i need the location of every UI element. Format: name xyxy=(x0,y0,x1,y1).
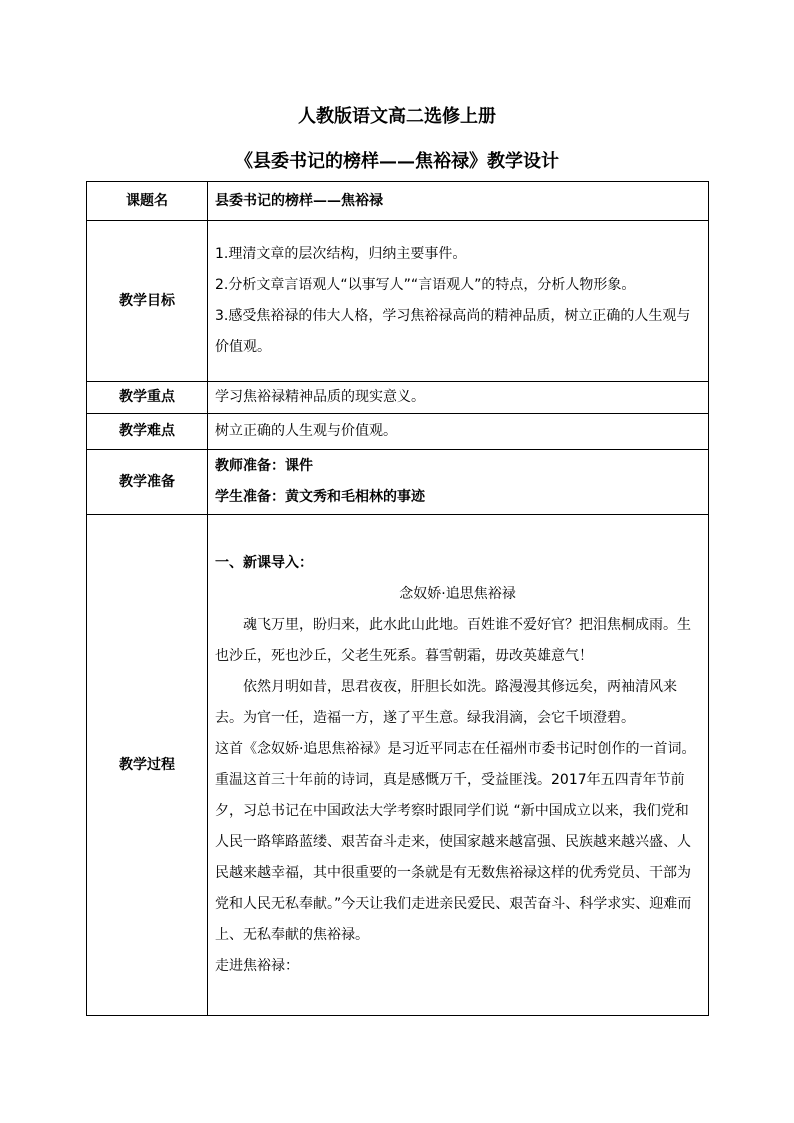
goal-item: 2.分析文章言语观人“以事写人”“言语观人”的特点，分析人物形象。 xyxy=(215,277,636,293)
process-content xyxy=(208,515,709,1016)
document-title-line2: 《县委书记的榜样——焦裕禄》教学设计 xyxy=(235,151,559,172)
goals-label: 教学目标 xyxy=(87,221,208,382)
poem-paragraph: 魂飞万里，盼归来，此水此山此地。百姓谁不爱好官？把泪焦桐成雨。生也沙丘，死也沙丘，父老生死系。暮雪朝霜，毋改英雄意气！ xyxy=(215,617,691,664)
commentary-paragraph: 这首《念奴娇·追思焦裕禄》是习近平同志在任福州市委书记时创作的一首词。重温这首三十年前的诗词，真是感慨万千，受益匪浅。2017年五四青年节前夕，习总书记在中国政法大学考察时跟同学们说 “新中国成立以来，我们党和人民一路筚路蓝缕、艰苦奋斗走来，使国家越来越富强、民族越来越兴盛、人民越来越幸福，其中很重要的一条就是有无数焦裕禄这样的优秀党员、干部为党和人民无私奉献。”今天让我们走进亲民爱民、艰苦奋斗、科学求实、迎难而上、无私奉献的焦裕禄。 xyxy=(215,741,696,943)
difficulty-label: 教学难点 xyxy=(87,414,208,450)
goal-item: 1.理清文章的层次结构，归纳主要事件。 xyxy=(215,246,467,262)
poem-title: 念奴娇·追思焦裕禄 xyxy=(399,586,516,602)
closing-line: 走进焦裕禄： xyxy=(215,958,299,974)
key-point-value: 学习焦裕禄精神品质的现实意义。 xyxy=(208,382,709,414)
topic-value: 县委书记的榜样——焦裕禄 xyxy=(208,182,709,221)
poem-paragraph: 依然月明如昔，思君夜夜，肝胆长如洗。路漫漫其修远矣，两袖清风来去。为官一任，造福一方，遂了平生意。绿我涓滴，会它千顷澄碧。 xyxy=(215,679,677,726)
key-point-label: 教学重点 xyxy=(87,382,208,414)
section-heading: 一、新课导入： xyxy=(215,555,313,571)
document-title-line1: 人教版语文高二选修上册 xyxy=(298,106,496,127)
row-process xyxy=(87,515,709,1016)
lesson-plan-table xyxy=(86,181,709,1016)
row-difficulty xyxy=(87,414,709,450)
preparation-content xyxy=(208,450,709,515)
goals-content xyxy=(208,221,709,382)
document-title-block xyxy=(0,100,794,182)
teacher-preparation: 教师准备：课件 xyxy=(215,458,313,474)
difficulty-value: 树立正确的人生观与价值观。 xyxy=(208,414,709,450)
process-label: 教学过程 xyxy=(87,515,208,1016)
preparation-label: 教学准备 xyxy=(87,450,208,515)
goal-item: 3.感受焦裕禄的伟大人格，学习焦裕禄高尚的精神品质，树立正确的人生观与价值观。 xyxy=(215,308,691,355)
topic-label: 课题名 xyxy=(87,182,208,221)
row-preparation xyxy=(87,450,709,515)
row-key-point xyxy=(87,382,709,414)
row-topic xyxy=(87,182,709,221)
row-goals xyxy=(87,221,709,382)
student-preparation: 学生准备：黄文秀和毛相林的事迹 xyxy=(215,489,425,505)
